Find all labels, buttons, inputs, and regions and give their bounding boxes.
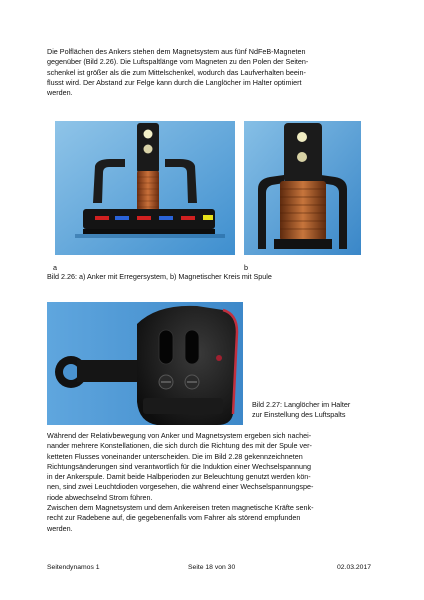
text-line: Richtungsänderungen sind verantwortlich für die Induktion einer Wechselspannung [47,461,311,471]
footer-date: 02.03.2017 [337,564,372,571]
text-line: Während der Relativbewegung von Anker und Magnetsystem ergeben sich nachei- [47,431,312,440]
figure-label-b: b [244,263,248,272]
bracket-slots-photo [47,302,243,425]
text-line: riode abwechselnd Strom führen. [47,492,153,502]
paragraph-2 [47,431,377,534]
paragraph-1 [47,47,377,98]
footer-document-title: Seitendynamos 1 [47,564,100,571]
figure-caption-2-27 [252,400,350,420]
caption-line: zur Einstellung des Luftspalts [252,410,346,419]
text-line: schenkel ist größer als die zum Mittelschenkel, wodurch das Laufverhalten beein- [47,67,306,77]
text-line: flusst wird. Der Abstand zur Felge kann durch die Langlöcher im Halter optimiert [47,77,302,87]
text-line: nander mehrere Konstellationen, die sich durch die Richtung des mit der Spule ver- [47,441,312,451]
text-line: Zwischen dem Magnetsystem und dem Ankereisen treten magnetische Kräfte senk- [47,503,314,513]
caption-line: Bild 2.27: Langlöcher im Halter [252,400,351,409]
text-line: gegenüber (Bild 2.26). Die Luftspaltlänge vom Magneten zu den Polen der Seiten- [47,57,309,67]
text-line: ketteten Flusses voneinander unterscheiden. Die im Bild 2.28 gekennzeichneten [47,451,303,461]
text-line: werden. [47,523,73,533]
text-line: in der Ankerspule. Damit beide Halbperioden zur Beleuchtung genutzt werden kön- [47,472,311,482]
text-line: werden. [47,88,73,98]
figure-caption-2-26: Bild 2.26: a) Anker mit Erregersystem, b) Magnetischer Kreis mit Spule [47,272,272,281]
text-line: Die Polflächen des Ankers stehen dem Magnetsystem aus fünf NdFeB-Magneten [47,47,306,56]
anchor-with-exciter-photo [55,121,235,255]
figure-label-a: a [53,263,57,272]
text-line: nen, sind zwei Leuchtdioden vorgesehen, die während einer Wechselspannungspe- [47,482,314,492]
magnetic-circuit-photo [244,121,361,255]
text-line: recht zur Radebene auf, die gegebenenfalls vom Fahrer als störend empfunden [47,513,301,523]
footer-page-number: Seite 18 von 30 [188,564,236,571]
